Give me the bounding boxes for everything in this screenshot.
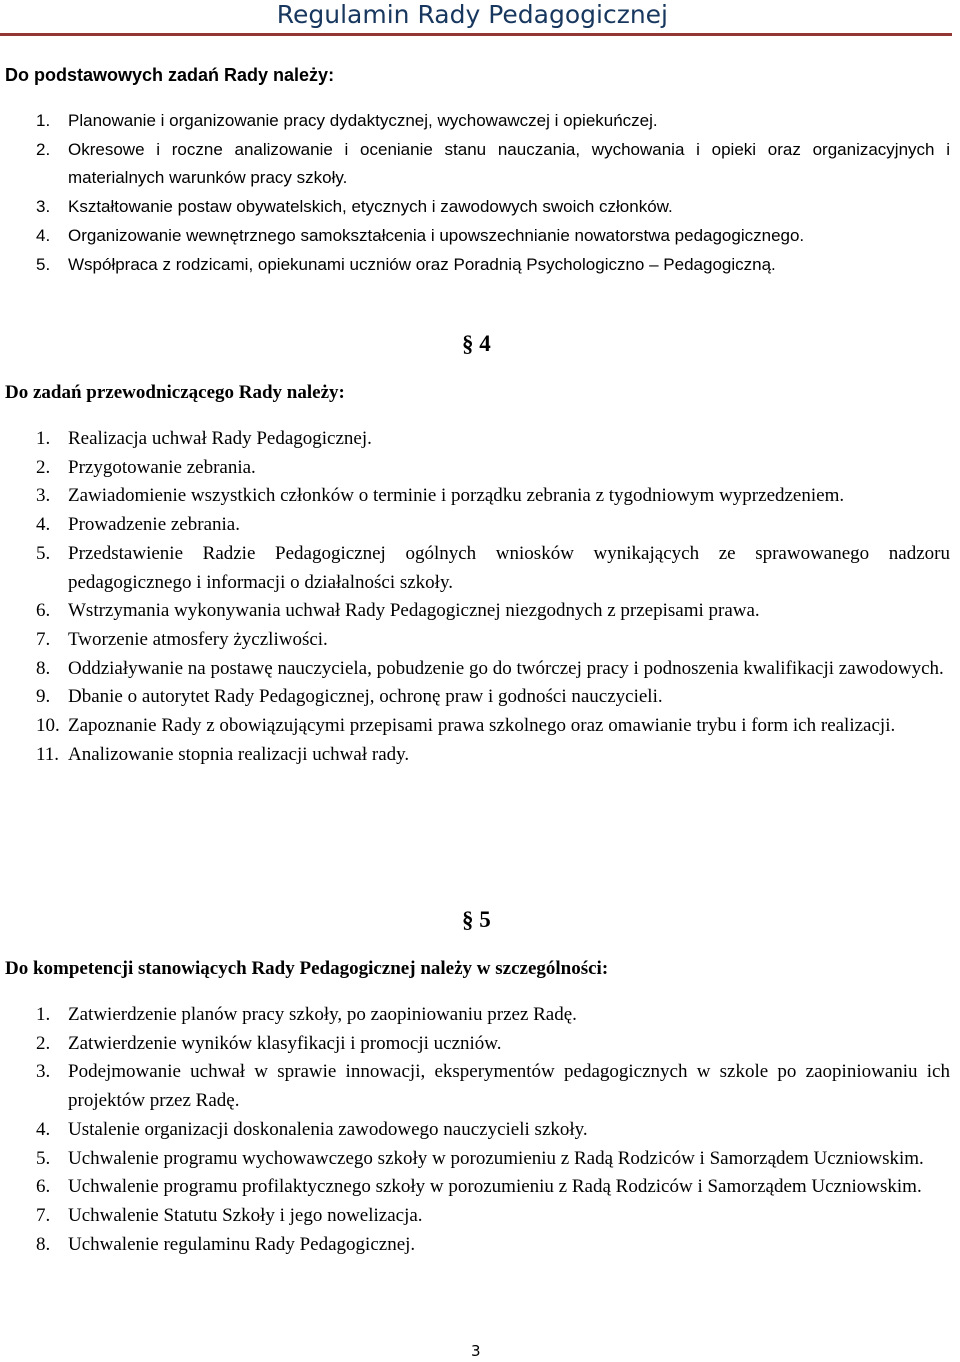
list-item-number: 3.: [36, 1061, 51, 1083]
list-item-number: 1.: [36, 428, 51, 449]
list-item: [0, 1116, 950, 1145]
list-item-number: 9.: [36, 686, 51, 708]
list-item: [0, 597, 950, 626]
list-item: [0, 222, 950, 251]
list-item-text: Wstrzymania wykonywania uchwał Rady Pedagogicznej niezgodnych z przepisami prawa.: [68, 600, 760, 622]
list-item: [0, 193, 950, 222]
document-header-title: Regulamin Rady Pedagogicznej: [276, 0, 668, 29]
list-item-number: 3.: [36, 485, 51, 507]
list-item-text: Uchwalenie regulaminu Rady Pedagogicznej.: [68, 1233, 416, 1255]
list-item-text: Kształtowanie postaw obywatelskich, etycznych i zawodowych swoich członków.: [68, 197, 673, 217]
list-item-text: Ustalenie organizacji doskonalenia zawodowego nauczycieli szkoły.: [68, 1118, 588, 1140]
list-item-number: 5.: [36, 1147, 51, 1169]
list-item: [0, 1001, 950, 1030]
section-mark-4: § 4: [462, 331, 491, 356]
list-item: [0, 1030, 950, 1059]
list-item-text: Analizowanie stopnia realizacji uchwał rady.: [68, 743, 410, 765]
list-item: [0, 251, 950, 280]
list-item-text: Uchwalenie programu wychowawczego szkoły w porozumieniu z Radą Rodziców i Samorządem Uczniowskim.: [68, 1147, 924, 1169]
list-item-text: Przygotowanie zebrania.: [68, 456, 256, 478]
list-item: [0, 1058, 950, 1115]
list-item-text: Uchwalenie Statutu Szkoły i jego nowelizacja.: [68, 1204, 423, 1226]
list-item: [0, 1173, 950, 1202]
list-item-number: 4.: [36, 514, 51, 536]
list-item-text: Zapoznanie Rady z obowiązującymi przepisami prawa szkolnego oraz omawianie trybu i form ich realizacji.: [68, 715, 896, 737]
competences-list: [0, 1001, 950, 1259]
list-item-number: 7.: [36, 1204, 51, 1226]
list-item-number: 1.: [36, 111, 51, 130]
list-item-text: Organizowanie wewnętrznego samokształcenia i upowszechnianie nowatorstwa pedagogicznego.: [68, 225, 805, 245]
list-item-text: Realizacja uchwał Rady Pedagogicznej.: [68, 428, 372, 449]
list-item: [0, 107, 950, 136]
list-item-text: Podejmowanie uchwał w sprawie innowacji, eksperymentów pedagogicznych w szkole po zaopiniowaniu ich projektów przez Radę.: [68, 1061, 950, 1112]
chair-tasks-list: [0, 425, 950, 769]
list-item: [0, 136, 950, 193]
list-item-text: Oddziaływanie na postawę nauczyciela, pobudzenie go do twórczej pracy i podnoszenia kwalifikacji zawodowych.: [68, 657, 944, 679]
list-item-number: 1.: [36, 1004, 51, 1025]
list-item-number: 5.: [36, 542, 51, 564]
page-number: 3: [471, 1342, 481, 1360]
list-item-number: 8.: [36, 1233, 51, 1255]
list-item: [0, 655, 950, 684]
list-item-text: Współpraca z rodzicami, opiekunami uczniów oraz Poradnią Psychologiczno – Pedagogiczną.: [68, 254, 776, 274]
list-item-number: 5.: [36, 254, 51, 274]
list-item-text: Zatwierdzenie planów pracy szkoły, po zaopiniowaniu przez Radę.: [68, 1004, 577, 1025]
list-item: [0, 712, 950, 741]
list-item: [0, 1145, 950, 1174]
list-item-text: Okresowe i roczne analizowanie i ocenianie stanu nauczania, wychowania i opieki oraz organizacyjnych i materialnych warunków pracy szkoły.: [68, 139, 950, 188]
list-item-text: Tworzenie atmosfery życzliwości.: [68, 628, 328, 650]
list-item-number: 4.: [36, 1118, 51, 1140]
list-item-text: Zawiadomienie wszystkich członków o terminie i porządku zebrania z tygodniowym wyprzedzeniem.: [68, 485, 845, 507]
list-item-number: 8.: [36, 657, 51, 679]
list-item: [0, 1202, 950, 1231]
list-item-text: Dbanie o autorytet Rady Pedagogicznej, ochronę praw i godności nauczycieli.: [68, 686, 663, 708]
list-item: [0, 511, 950, 540]
list-item-text: Zatwierdzenie wyników klasyfikacji i promocji uczniów.: [68, 1032, 502, 1054]
section-mark-5: § 5: [462, 907, 491, 932]
section-heading-basic-tasks: Do podstawowych zadań Rady należy:: [5, 65, 335, 85]
list-item: [0, 482, 950, 511]
basic-tasks-list: [0, 107, 950, 279]
list-item-number: 10.: [36, 715, 60, 737]
list-item: [0, 540, 950, 597]
header-divider: [0, 33, 952, 36]
list-item-number: 7.: [36, 628, 51, 650]
list-item: [0, 741, 950, 770]
list-item: [0, 1231, 950, 1260]
section-heading-chair-tasks: Do zadań przewodniczącego Rady należy:: [5, 382, 345, 403]
list-item: [0, 683, 950, 712]
list-item-number: 2.: [36, 1032, 51, 1054]
list-item-number: 2.: [36, 139, 51, 159]
list-item: [0, 626, 950, 655]
list-item: [0, 425, 950, 454]
list-item-text: Uchwalenie programu profilaktycznego szkoły w porozumieniu z Radą Rodziców i Samorządem Uczniowskim.: [68, 1176, 922, 1198]
list-item-number: 6.: [36, 600, 51, 622]
list-item: [0, 454, 950, 483]
list-item-text: Planowanie i organizowanie pracy dydaktycznej, wychowawczej i opiekuńczej.: [68, 111, 658, 130]
list-item-number: 2.: [36, 456, 51, 478]
list-item-number: 11.: [36, 743, 60, 765]
list-item-number: 4.: [36, 225, 51, 245]
list-item-text: Prowadzenie zebrania.: [68, 514, 240, 536]
section-heading-competences: Do kompetencji stanowiących Rady Pedagogicznej należy w szczególności:: [5, 958, 609, 979]
list-item-number: 3.: [36, 197, 51, 217]
list-item-number: 6.: [36, 1176, 51, 1198]
list-item-text: Przedstawienie Radzie Pedagogicznej ogólnych wniosków wynikających ze sprawowanego nadzoru pedagogicznego i informacji o działalności szkoły.: [68, 542, 950, 593]
